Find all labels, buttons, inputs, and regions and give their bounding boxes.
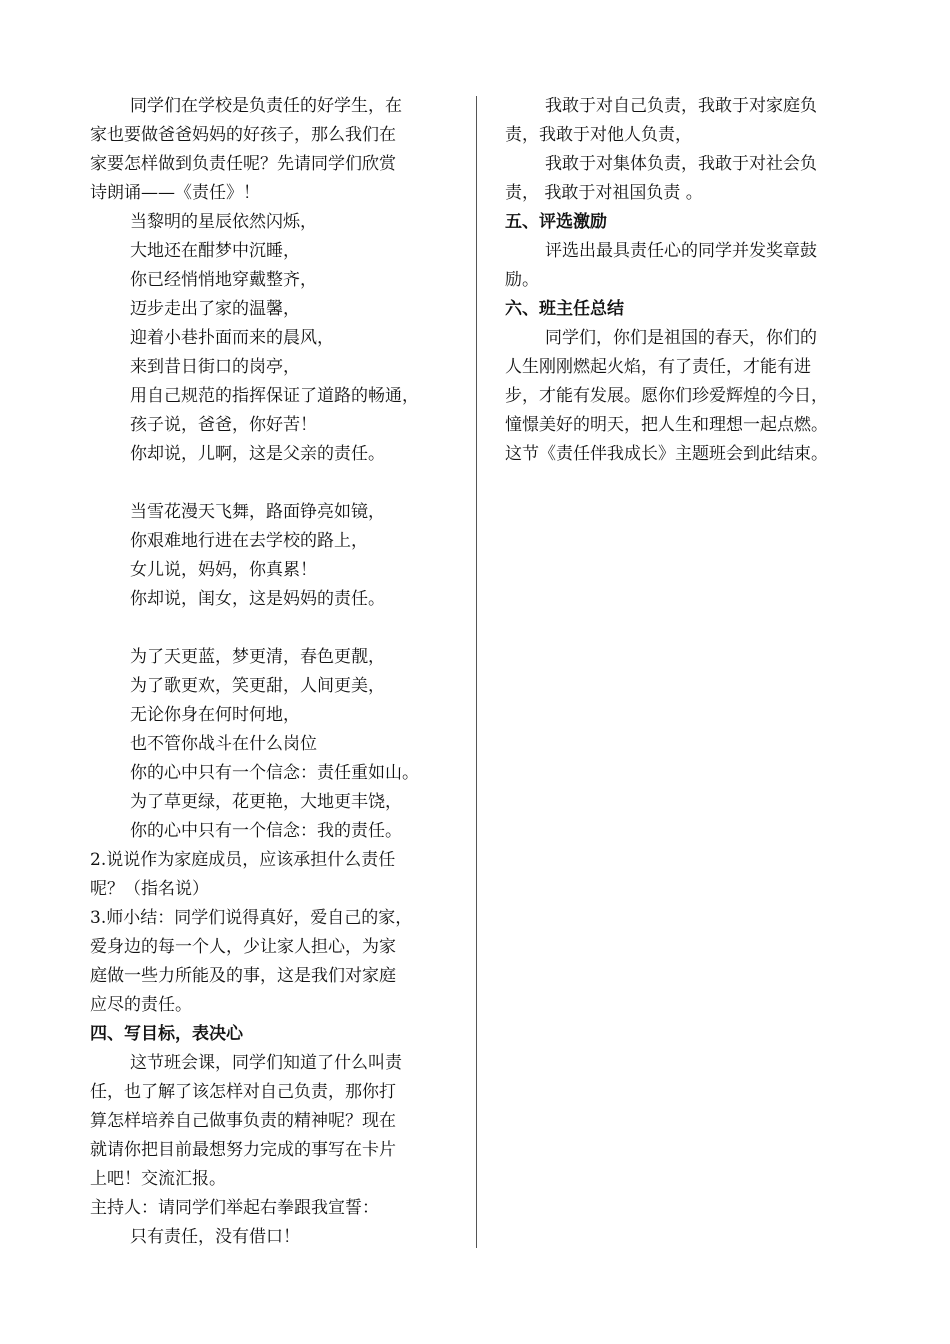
blank-line [90, 469, 450, 498]
text-line: 责，我敢于对他人负责， [505, 125, 692, 145]
text-line: 就请你把目前最想努力完成的事写在卡片 [90, 1140, 396, 1160]
text-line: 同学们在学校是负责任的好学生，在 [130, 96, 402, 116]
text-line: 为了歌更欢，笑更甜，人间更美， [130, 676, 385, 696]
text-line: 评选出最具责任心的同学并发奖章鼓 [545, 241, 817, 261]
text-line: 我敢于对自己负责，我敢于对家庭负 [545, 96, 817, 116]
text-line: 孩子说，爸爸，你好苦！ [130, 415, 317, 435]
text-line: 家要怎样做到负责任呢？先请同学们欣赏 [90, 154, 396, 174]
text-line: 3.师小结：同学们说得真好，爱自己的家， [90, 908, 413, 928]
text-line: 这节班会课，同学们知道了什么叫责 [130, 1053, 402, 1073]
section-heading: 六、班主任总结 [505, 299, 624, 319]
section-heading: 五、评选激励 [505, 212, 607, 232]
text-line: 人生刚刚燃起火焰，有了责任，才能有进 [505, 357, 811, 377]
blank-line [90, 614, 450, 643]
text-line: 责， 我敢于对祖国负责 。 [505, 183, 703, 203]
right-column [505, 92, 865, 469]
text-line: 憧憬美好的明天，把人生和理想一起点燃。 [505, 415, 828, 435]
text-line: 诗朗诵——《责任》！ [90, 183, 260, 203]
text-line: 迎着小巷扑面而来的晨风， [130, 328, 334, 348]
text-line: 大地还在酣梦中沉睡， [130, 241, 300, 261]
text-line: 为了天更蓝，梦更清，春色更靓， [130, 647, 385, 667]
text-line: 2.说说作为家庭成员，应该承担什么责任 [90, 850, 396, 870]
text-line: 你的心中只有一个信念：责任重如山。 [130, 763, 419, 783]
text-line: 你的心中只有一个信念：我的责任。 [130, 821, 402, 841]
text-line: 这节《责任伴我成长》主题班会到此结束。 [505, 444, 828, 464]
text-line: 无论你身在何时何地， [130, 705, 300, 725]
text-line: 任，也了解了该怎样对自己负责，那你打 [90, 1082, 396, 1102]
text-line: 女儿说，妈妈，你真累！ [130, 560, 317, 580]
text-line: 我敢于对集体负责，我敢于对社会负 [545, 154, 817, 174]
text-line: 同学们，你们是祖国的春天，你们的 [545, 328, 817, 348]
text-line: 当雪花漫天飞舞，路面铮亮如镜， [130, 502, 385, 522]
text-line: 主持人：请同学们举起右拳跟我宣誓： [90, 1198, 379, 1218]
text-line: 用自己规范的指挥保证了道路的畅通， [130, 386, 419, 406]
text-line: 步，才能有发展。愿你们珍爱辉煌的今日， [505, 386, 828, 406]
text-line: 算怎样培养自己做事负责的精神呢？现在 [90, 1111, 396, 1131]
text-line: 上吧！交流汇报。 [90, 1169, 226, 1189]
text-line: 爱身边的每一个人，少让家人担心，为家 [90, 937, 396, 957]
text-line: 你却说，儿啊，这是父亲的责任。 [130, 444, 385, 464]
left-column [90, 92, 450, 1252]
text-line: 庭做一些力所能及的事，这是我们对家庭 [90, 966, 396, 986]
text-line: 也不管你战斗在什么岗位 [130, 734, 317, 754]
text-line: 励。 [505, 270, 539, 290]
text-line: 应尽的责任。 [90, 995, 192, 1015]
text-line: 呢？（指名说） [90, 879, 209, 899]
text-line: 迈步走出了家的温馨， [130, 299, 300, 319]
text-line: 只有责任，没有借口！ [130, 1227, 300, 1247]
text-line: 为了草更绿，花更艳，大地更丰饶， [130, 792, 402, 812]
text-line: 家也要做爸爸妈妈的好孩子，那么我们在 [90, 125, 396, 145]
text-line: 你已经悄悄地穿戴整齐， [130, 270, 317, 290]
column-divider [476, 96, 477, 1248]
text-line: 来到昔日街口的岗亭， [130, 357, 300, 377]
section-heading: 四、写目标，表决心 [90, 1024, 243, 1044]
text-line: 当黎明的星辰依然闪烁， [130, 212, 317, 232]
text-line: 你艰难地行进在去学校的路上， [130, 531, 368, 551]
text-line: 你却说，闺女，这是妈妈的责任。 [130, 589, 385, 609]
